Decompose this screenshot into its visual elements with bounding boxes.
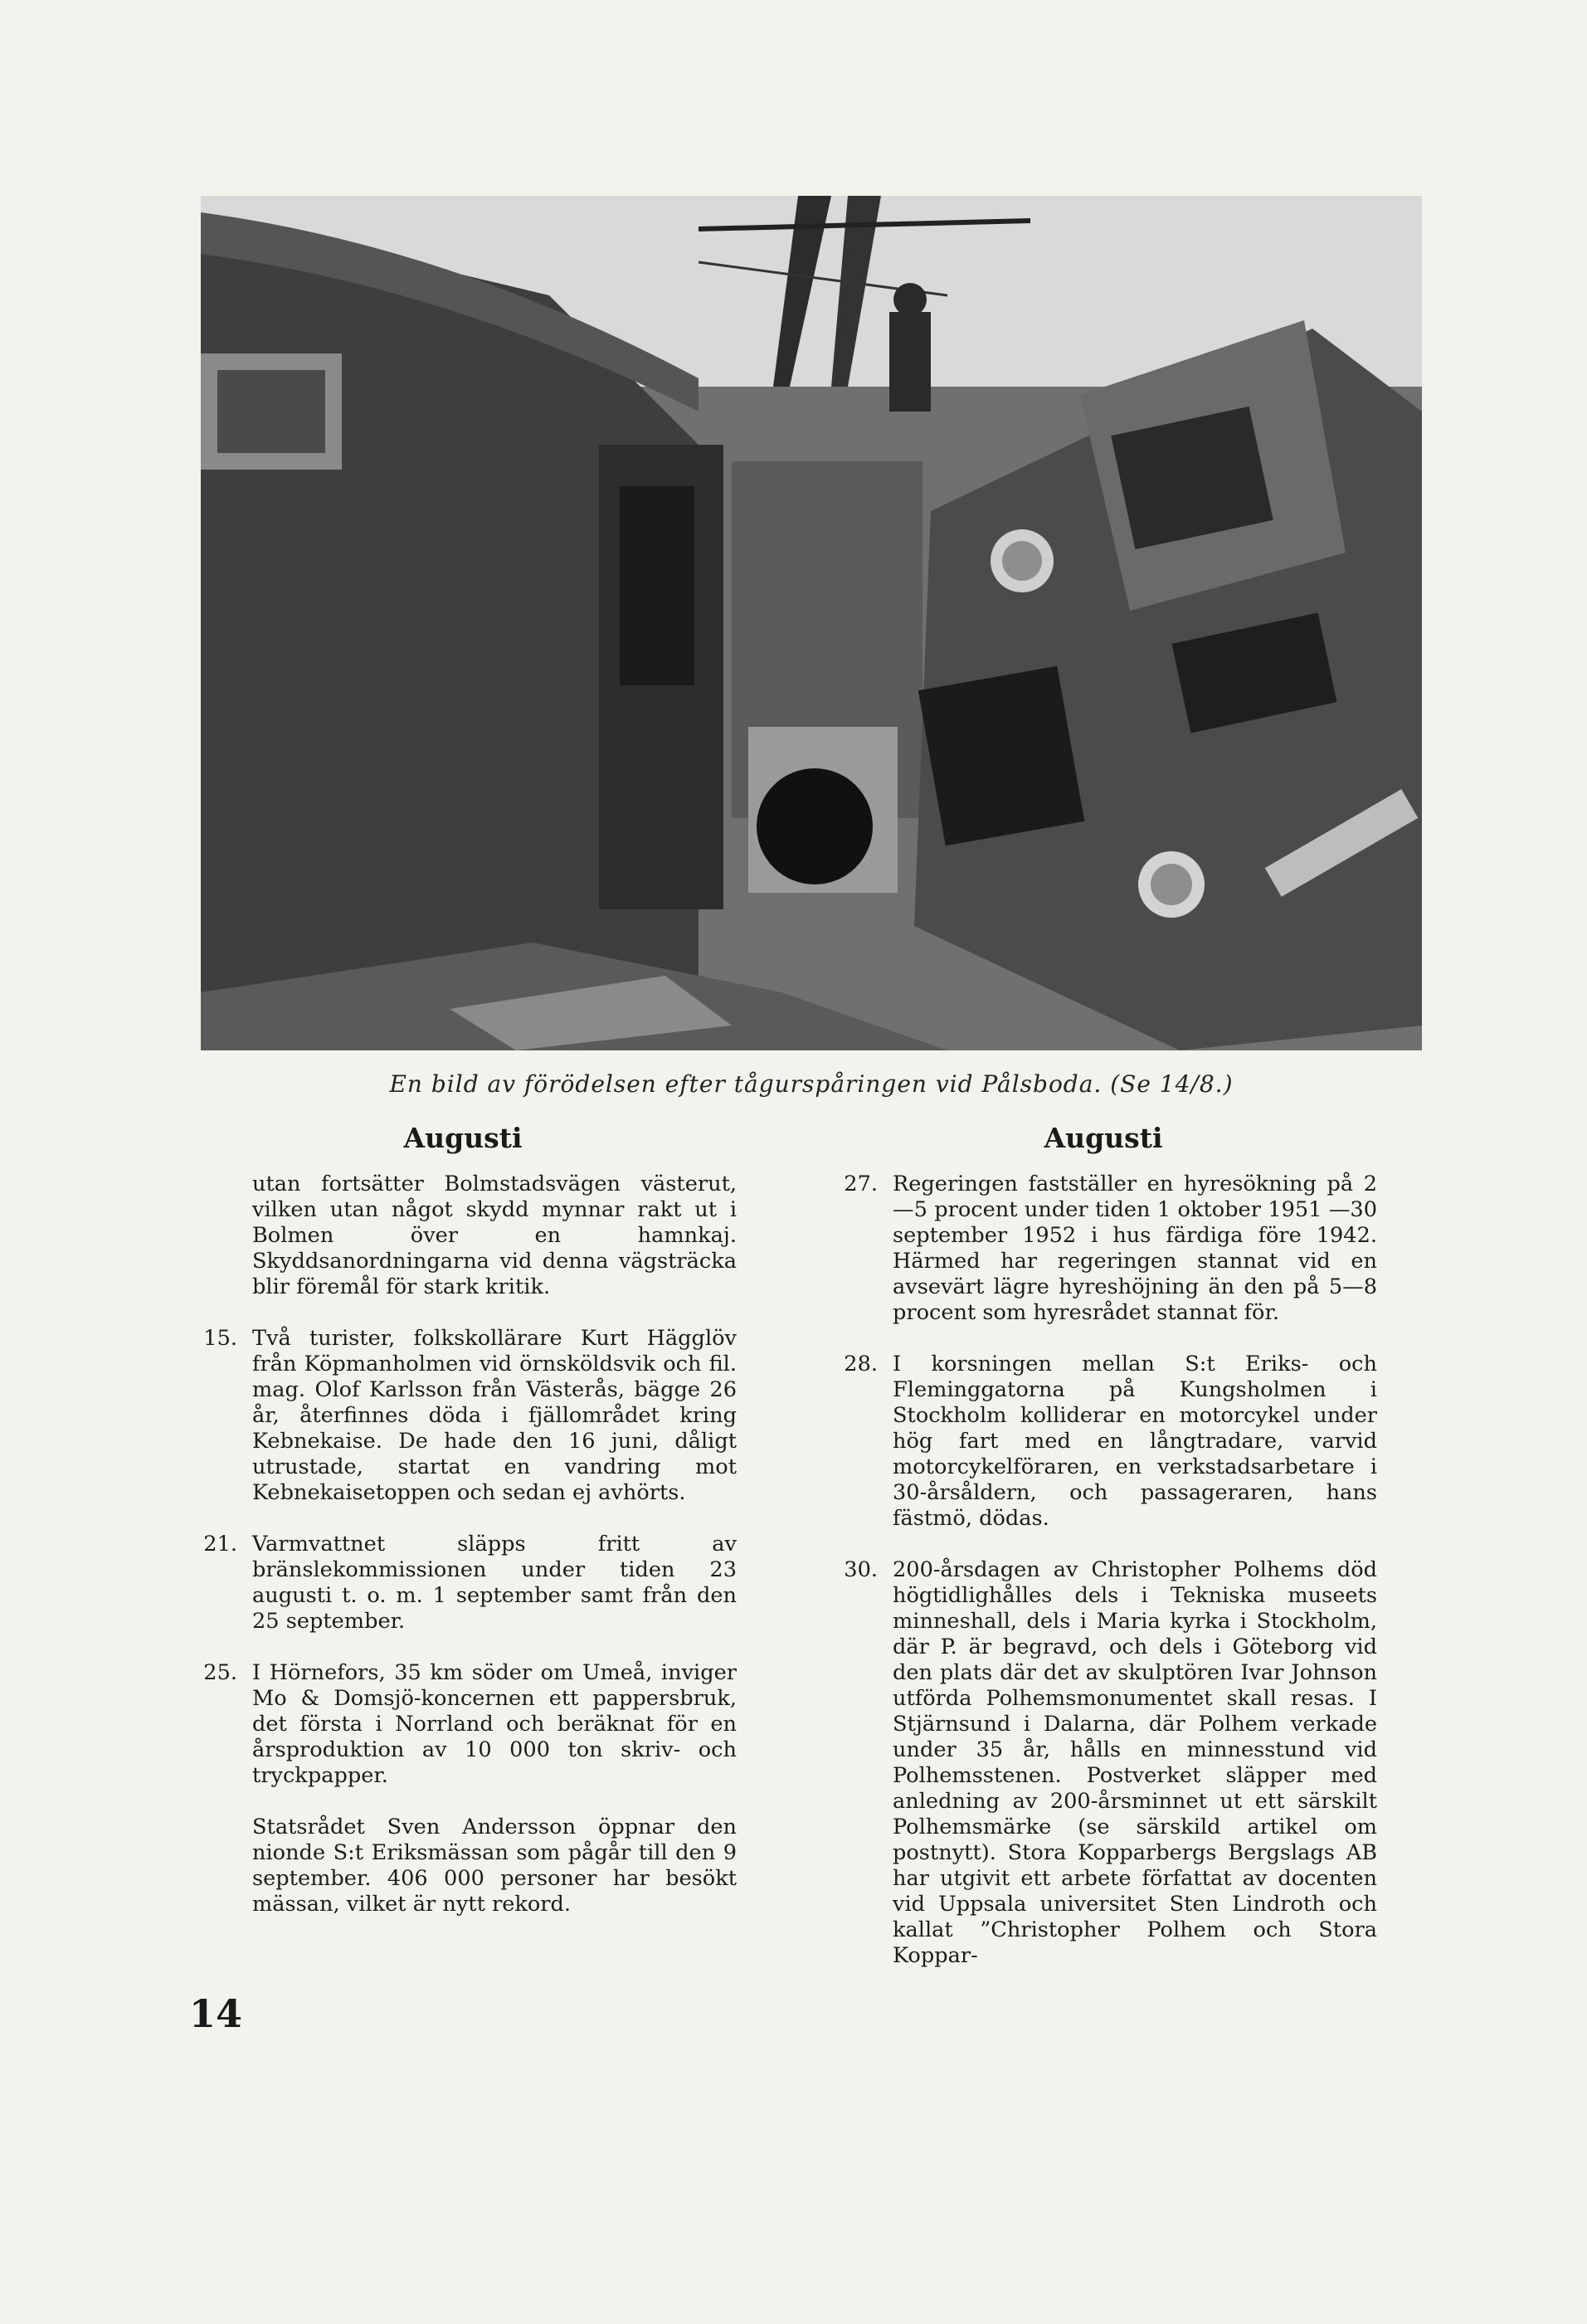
entry-text: Två turister, folkskollärare Kurt Hägglöv från Köpmanholmen vid örnsköldsvik och fil. mag. Olof Karlsson från Västerås, bägge 26 år, återfinnes döda i fjällområdet kring Kebnekaise. De hade den 16 juni, dåligt utrustade, startat en vandring mot Kebnekaisetoppen och sedan ej avhörts. bbox=[252, 1326, 737, 1505]
entry-day: 15. bbox=[203, 1326, 237, 1351]
train-wreck-photo bbox=[201, 196, 1422, 1050]
left-column bbox=[189, 1172, 737, 1943]
entry bbox=[189, 1532, 737, 1635]
right-column bbox=[830, 1172, 1377, 1995]
entry bbox=[189, 1326, 737, 1506]
entry bbox=[189, 1660, 737, 1789]
entry bbox=[830, 1172, 1377, 1326]
entry-text: I Hörnefors, 35 km söder om Umeå, inviger Mo & Domsjö-koncernen ett pappersbruk, det första i Norrland och beräknat för en årsproduktion av 10 000 ton skriv- och tryckpapper. bbox=[252, 1660, 737, 1788]
entry-text: Statsrådet Sven Andersson öppnar den nionde S:t Eriksmässan som pågår till den 9 september. 406 000 personer har besökt mässan, vilket är nytt rekord. bbox=[252, 1815, 737, 1917]
entry-day: 30. bbox=[844, 1557, 878, 1582]
page-number: 14 bbox=[189, 1991, 243, 2036]
entry-day: 28. bbox=[844, 1352, 878, 1376]
entry-text: 200-årsdagen av Christopher Polhems död högtidlighålles dels i Tekniska museets minneshall, dels i Maria kyrka i Stockholm, där P. är begravd, och dels i Göteborg vid den plats där det av skulptören Ivar Johnson utförda Polhemsmonumentet skall resas. I Stjärnsund i Dalarna, där Polhem verkade under 35 år, hålls en minnesstund vid Polhemsstenen. Postverket släpper med anledning av 200-årsminnet ut ett särskilt Polhemsmärke (se särskild artikel om postnytt). Stora Kopparbergs Bergslags AB har utgivit ett arbete författat av docenten vid Uppsala universitet Sten Lindroth och kallat ”Christopher Polhem och Stora Koppar- bbox=[893, 1557, 1377, 1968]
entry-day: 27. bbox=[844, 1172, 878, 1196]
entry bbox=[830, 1352, 1377, 1532]
photo-illustration bbox=[201, 196, 1422, 1050]
entry bbox=[830, 1557, 1377, 1969]
entry-day: 21. bbox=[203, 1532, 237, 1557]
entry-text: Regeringen fastställer en hyresökning på 2—5 procent under tiden 1 oktober 1951 —30 september 1952 i hus färdiga före 1942. Härmed har regeringen stannat vid en avsevärt lägre hyreshöjning än den på 5—8 procent som hyresrådet stannat för. bbox=[893, 1172, 1377, 1325]
entry-text: Varmvattnet släpps fritt av bränslekommissionen under tiden 23 augusti t. o. m. 1 september samt från den 25 september. bbox=[252, 1532, 737, 1634]
right-column-heading: Augusti bbox=[1044, 1122, 1163, 1154]
entry bbox=[189, 1815, 737, 1917]
entry-day: 25. bbox=[203, 1660, 237, 1685]
entry-text: utan fortsätter Bolmstadsvägen västerut, vilken utan något skydd mynnar rakt ut i Bolmen över en hamnkaj. Skyddsanordningarna vid denna vägsträcka blir föremål för stark kritik. bbox=[252, 1172, 737, 1299]
left-column-heading: Augusti bbox=[403, 1122, 523, 1154]
entry-text: I korsningen mellan S:t Eriks- och Fleminggatorna på Kungsholmen i Stockholm kolliderar en motorcykel under hög fart med en långtradare, varvid motorcykelföraren, en verkstadsarbetare i 30-årsåldern, och passageraren, hans fästmö, dödas. bbox=[893, 1352, 1377, 1531]
entry bbox=[189, 1172, 737, 1300]
photo-caption: En bild av förödelsen efter tågurspåringen vid Pålsboda. (Se 14/8.) bbox=[389, 1070, 1234, 1098]
